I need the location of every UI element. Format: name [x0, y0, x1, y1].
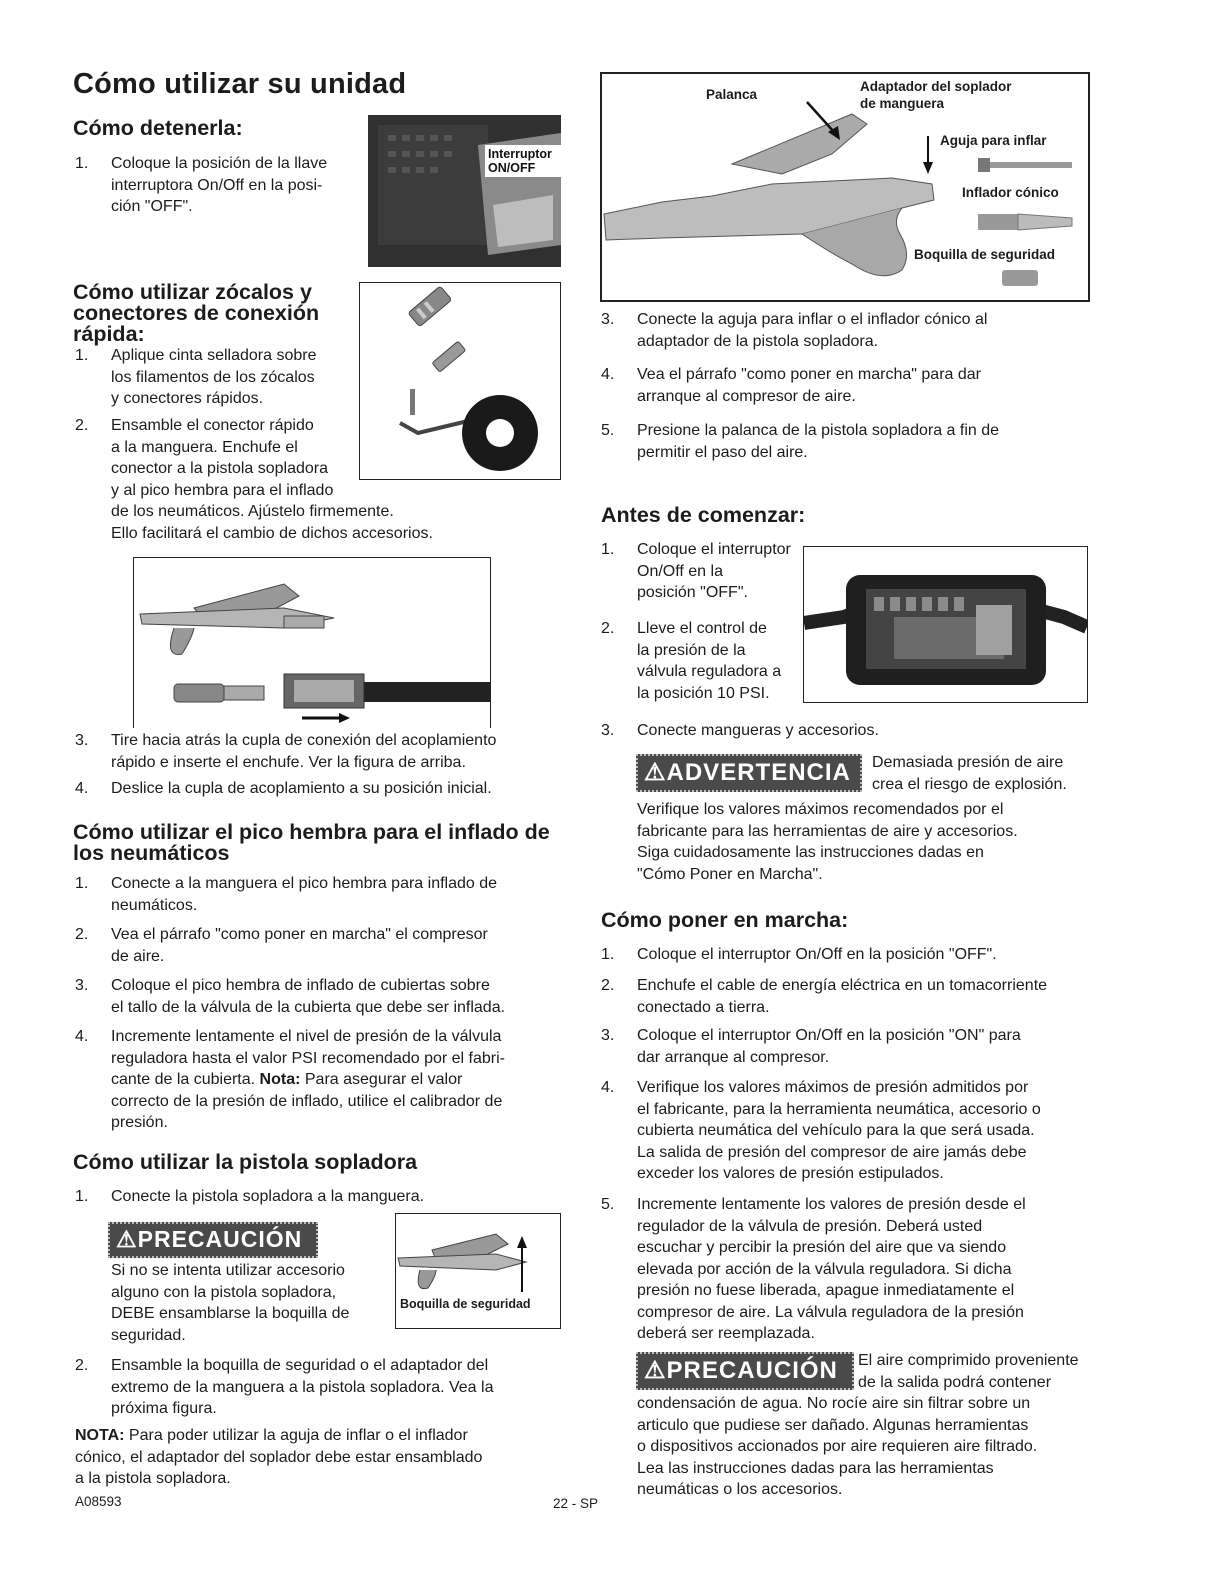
section-heading-blow: Cómo utilizar la pistola sopladora	[73, 1150, 418, 1174]
page-number: 22 - SP	[553, 1496, 599, 1511]
section-heading-quick: Cómo utilizar zócalos y conectores de conexión rápida:	[73, 280, 320, 346]
nota-text: NOTA: Para poder utilizar la aguja de inflar o el inflador cónico, el adaptador del soplador debe estar ensamblado a la pistola sopladora.	[75, 1427, 483, 1487]
nozzle-label: Boquilla de seguridad	[400, 1297, 531, 1311]
warning-text: Verifique los valores máximos recomendados por el fabricante para las herramientas de aire y accesorios. Siga cuidadosamente las instrucciones dadas en "Cómo Poner en Marcha".	[637, 801, 1018, 883]
document-code: A08593	[75, 1494, 122, 1509]
caution-text: condensación de agua. No rocíe aire sin filtrar sobre un articulo que pudiese ser dañado. Algunas herramientas o dispositivos accionados por aire requieren aire filtrado. Lea las instrucciones dadas para las herramientas neumáticas o los accesorios.	[637, 1395, 1038, 1498]
caution-badge: ⚠PRECAUCIÓN	[636, 1352, 854, 1390]
label-inflador: Inflador cónico	[962, 185, 1059, 200]
label-adaptador: Adaptador del soplador de manguera	[860, 79, 1012, 111]
section-heading-tire: Cómo utilizar el pico hembra para el inflado de los neumáticos	[73, 820, 550, 865]
section-heading-before: Antes de comenzar:	[601, 503, 806, 527]
caution-text: Si no se intenta utilizar accesorio alguno con la pistola sopladora, DEBE ensamblarse la boquilla de seguridad.	[111, 1262, 350, 1344]
label-aguja: Aguja para inflar	[940, 133, 1047, 148]
section-heading-start: Cómo poner en marcha:	[601, 908, 849, 932]
caution-side-text: El aire comprimido proveniente de la salida podrá contener	[858, 1352, 1079, 1391]
warning-badge: ⚠ADVERTENCIA	[636, 754, 862, 792]
regulator-figure	[803, 546, 1088, 703]
label-palanca: Palanca	[706, 87, 758, 102]
warning-side-text: Demasiada presión de aire crea el riesgo de explosión.	[872, 754, 1067, 793]
label-boquilla: Boquilla de seguridad	[914, 247, 1056, 262]
switch-photo	[368, 115, 561, 267]
caution-badge: ⚠PRECAUCIÓN	[108, 1222, 318, 1258]
switch-label: Interruptor ON/OFF	[485, 145, 561, 177]
nozzle-figure	[395, 1213, 561, 1329]
page-title: Cómo utilizar su unidad	[73, 68, 407, 100]
coupler-figure	[133, 557, 491, 728]
section-heading-stop: Cómo detenerla:	[73, 116, 243, 140]
blowgun-accessories-figure	[600, 72, 1090, 302]
